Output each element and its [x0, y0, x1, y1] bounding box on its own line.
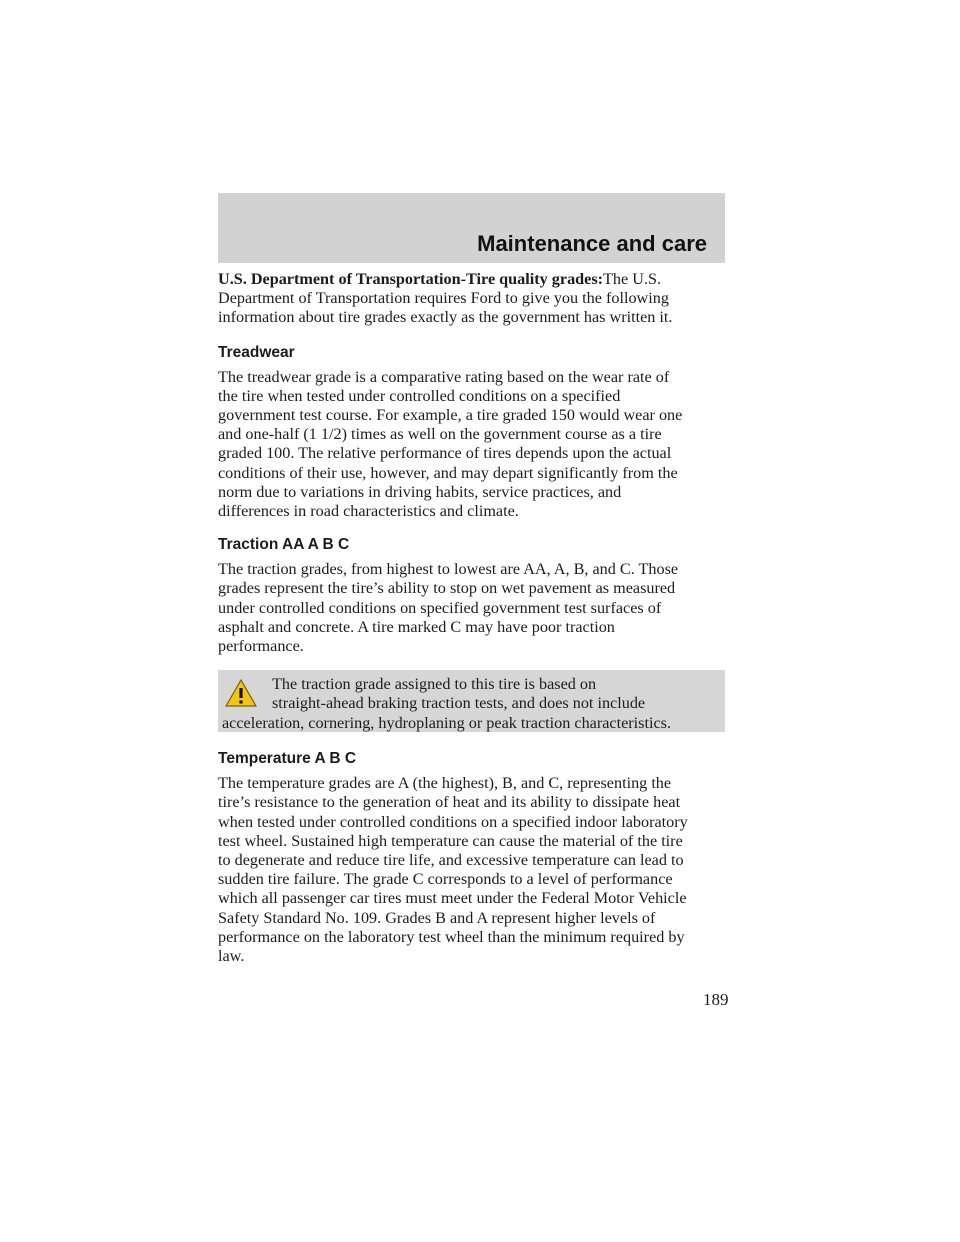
temperature-line: to degenerate and reduce tire life, and excessive temperature can lead to	[218, 851, 684, 870]
treadwear-line: differences in road characteristics and climate.	[218, 502, 519, 521]
traction-heading: Traction AA A B C	[218, 536, 350, 554]
traction-line: grades represent the tire’s ability to stop on wet pavement as measured	[218, 579, 676, 598]
warning-line: straight-ahead braking traction tests, and does not include	[272, 694, 646, 713]
traction-line: asphalt and concrete. A tire marked C may have poor traction	[218, 617, 615, 636]
treadwear-line: the tire when tested under controlled conditions on a specified	[218, 386, 621, 405]
treadwear-line: graded 100. The relative performance of tires depends upon the actual	[218, 444, 672, 463]
intro-paragraph	[218, 270, 725, 328]
page-number: 189	[703, 990, 729, 1009]
traction-line: performance.	[218, 637, 304, 656]
treadwear-line: and one-half (1 1/2) times as well on the government course as a tire	[218, 425, 662, 444]
intro-line: information about tire grades exactly as the government has written it.	[218, 308, 673, 327]
treadwear-line: government test course. For example, a tire graded 150 would wear one	[218, 406, 683, 425]
intro-lead: U.S. Department of Transportation-Tire quality grades:	[218, 270, 604, 288]
traction-line: under controlled conditions on specified government test surfaces of	[218, 598, 662, 617]
temperature-heading: Temperature A B C	[218, 750, 357, 768]
temperature-line: tire’s resistance to the generation of heat and its ability to dissipate heat	[218, 793, 681, 812]
intro-line: Department of Transportation requires Ford to give you the following	[218, 289, 669, 308]
traction-line: The traction grades, from highest to lowest are AA, A, B, and C. Those	[218, 560, 679, 579]
temperature-line: performance on the laboratory test wheel than the minimum required by	[218, 927, 685, 946]
page-content	[218, 270, 725, 966]
temperature-line: which all passenger car tires must meet under the Federal Motor Vehicle	[218, 889, 687, 908]
section-header-band	[218, 193, 725, 263]
treadwear-line: conditions of their use, however, and may depart significantly from the	[218, 463, 678, 482]
temperature-line: sudden tire failure. The grade C corresponds to a level of performance	[218, 870, 673, 889]
warning-triangle-icon	[224, 678, 258, 708]
temperature-line: law.	[218, 947, 245, 966]
temperature-line: when tested under controlled conditions on a specified indoor laboratory	[218, 812, 688, 831]
temperature-line: Safety Standard No. 109. Grades B and A represent higher levels of	[218, 908, 656, 927]
treadwear-line: norm due to variations in driving habits, service practices, and	[218, 482, 622, 501]
warning-text	[222, 675, 719, 733]
intro-line: The U.S.	[603, 270, 662, 288]
temperature-paragraph	[218, 774, 725, 966]
treadwear-heading: Treadwear	[218, 343, 295, 361]
warning-line: acceleration, cornering, hydroplaning or peak traction characteristics.	[222, 713, 671, 732]
traction-paragraph	[218, 560, 725, 656]
temperature-line: test wheel. Sustained high temperature can cause the material of the tire	[218, 831, 683, 850]
warning-box	[218, 670, 725, 732]
temperature-line: The temperature grades are A (the highest), B, and C, representing the	[218, 774, 672, 793]
treadwear-line: The treadwear grade is a comparative rating based on the wear rate of	[218, 367, 670, 386]
treadwear-paragraph	[218, 368, 725, 522]
section-title: Maintenance and care	[477, 231, 707, 256]
warning-line: The traction grade assigned to this tire is based on	[272, 675, 597, 694]
